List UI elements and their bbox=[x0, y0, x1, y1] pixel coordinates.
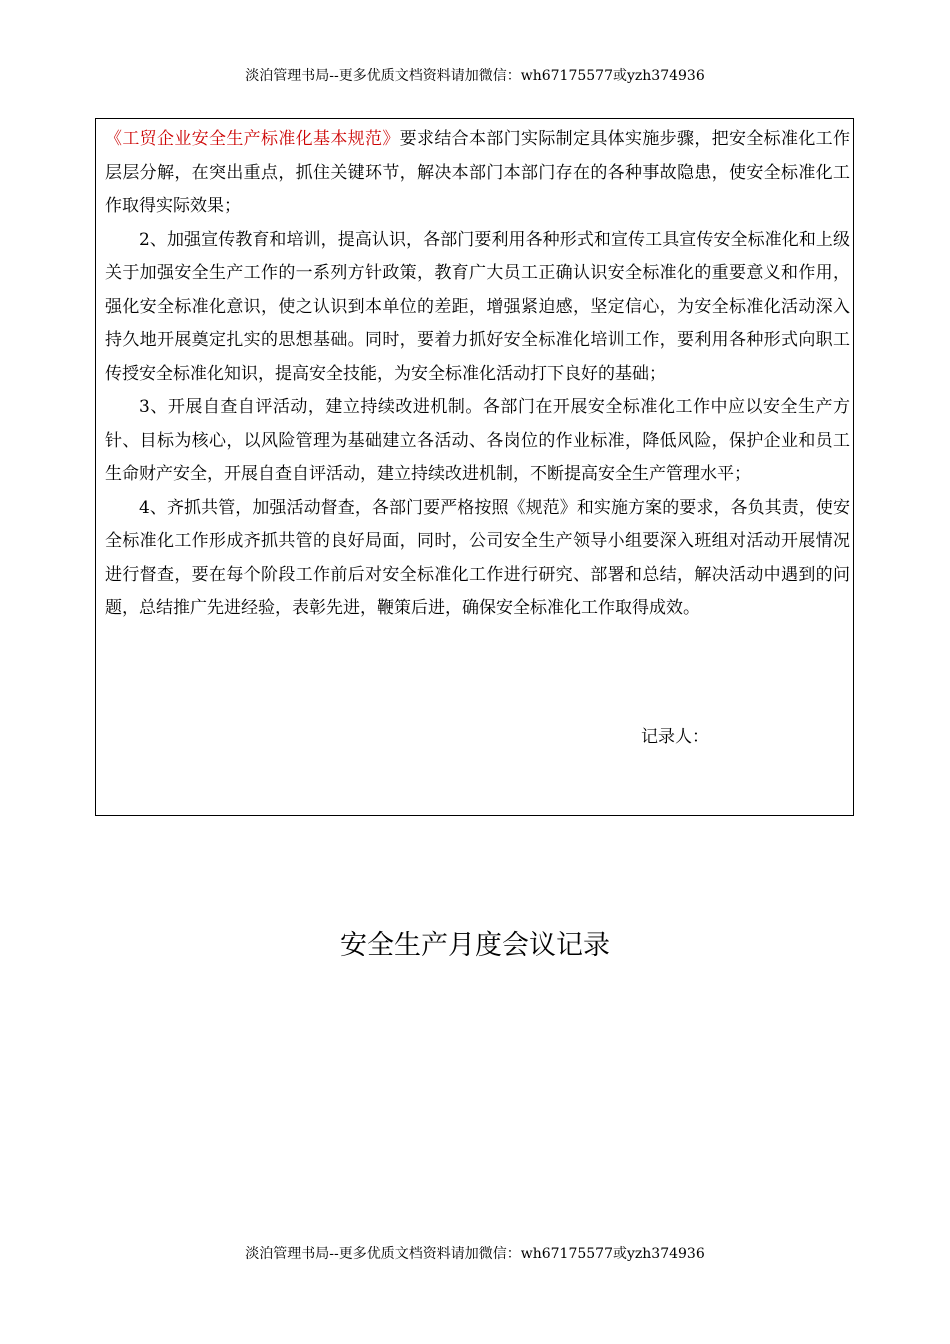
standard-reference-link: 《工贸企业安全生产标准化基本规范》 bbox=[105, 129, 400, 149]
meeting-record-box bbox=[95, 118, 854, 816]
recorder-label: 记录人： bbox=[641, 727, 709, 747]
item-3-paragraph: 3、开展自查自评活动，建立持续改进机制。各部门在开展安全标准化工作中应以安全生产方针、目标为核心，以风险管理为基础建立各活动、各岗位的作业标准，降低风险，保护企业和员工生命财产安全，开展自查自评活动，建立持续改进机制，不断提高安全生产管理水平； bbox=[105, 397, 850, 484]
intro-paragraph bbox=[105, 123, 850, 224]
intro-text: 要求结合本部门实际制定具体实施步骤，把安全标准化工作层层分解，在突出重点，抓住关键环节，解决本部门本部门存在的各种事故隐患，使安全标准化工作取得实际效果； bbox=[105, 129, 851, 216]
document-title: 安全生产月度会议记录 bbox=[340, 930, 610, 961]
page-footer: 淡泊管理书局--更多优质文档资料请加微信：wh67175577或yzh374936 bbox=[245, 1246, 705, 1262]
record-content bbox=[105, 123, 850, 626]
page-header: 淡泊管理书局--更多优质文档资料请加微信：wh67175577或yzh374936 bbox=[245, 68, 705, 84]
item-2-paragraph: 2、加强宣传教育和培训，提高认识，各部门要利用各种形式和宣传工具宣传安全标准化和上级关于加强安全生产工作的一系列方针政策，教育广大员工正确认识安全标准化的重要意义和作用，强化安全标准化意识，使之认识到本单位的差距，增强紧迫感，坚定信心，为安全标准化活动深入持久地开展奠定扎实的思想基础。同时，要着力抓好安全标准化培训工作，要利用各种形式向职工传授安全标准化知识，提高安全技能，为安全标准化活动打下良好的基础； bbox=[105, 229, 850, 384]
item-4-paragraph: 4、齐抓共管，加强活动督查，各部门要严格按照《规范》和实施方案的要求，各负其责，使安全标准化工作形成齐抓共管的良好局面，同时，公司安全生产领导小组要深入班组对活动开展情况进行督查，要在每个阶段工作前后对安全标准化工作进行研究、部署和总结，解决活动中遇到的问题，总结推广先进经验，表彰先进，鞭策后进，确保安全标准化工作取得成效。 bbox=[105, 497, 850, 618]
